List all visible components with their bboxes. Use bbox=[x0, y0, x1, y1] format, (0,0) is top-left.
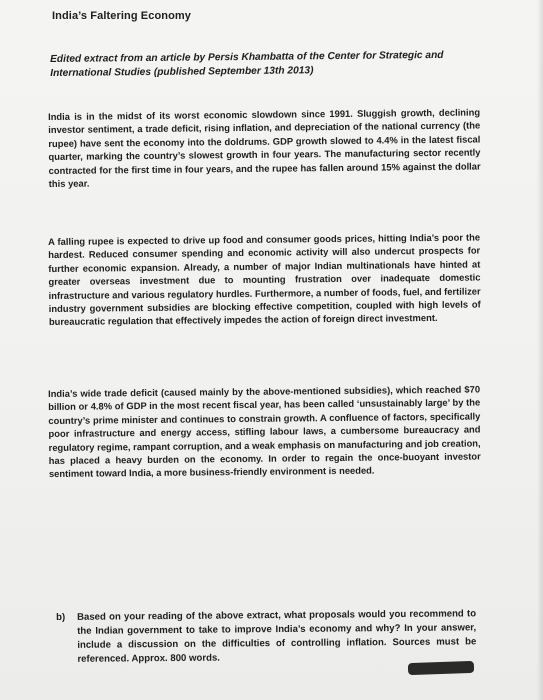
question-b bbox=[56, 607, 476, 667]
paragraph-1: India is in the midst of its worst economic slowdown since 1991. Sluggish growth, declining investor sentiment, a trade deficit, rising inflation, and depreciation of the national currency (the rupee) have sent the economy into the doldrums. GDP growth slowed to 4.4% in the latest fiscal quarter, marking the country’s slowest growth in four years. The manufacturing sector recently contracted for the first time in four years, and the rupee has fallen around 15% against the dollar this year. bbox=[48, 106, 481, 190]
page-edge-shadow bbox=[537, 0, 543, 700]
paragraph-3: India’s wide trade deficit (caused mainly by the above-mentioned subsidies), which reached $70 billion or 4.8% of GDP in the most recent fiscal year, has been called ‘unsustainably large’ by the country’s prime minister and continues to constrain growth. A confluence of factors, specifically poor infrastructure and energy access, stifling labour laws, a cumbersome bureaucracy and regulatory regime, rampant corruption, and a weak emphasis on manufacturing and job creation, has placed a heavy burden on the economy. In order to regain the once-buoyant investor sentiment toward India, a more business-friendly environment is needed. bbox=[48, 383, 481, 480]
document-title: India’s Faltering Economy bbox=[52, 10, 192, 22]
paragraph-2: A falling rupee is expected to drive up food and consumer goods prices, hitting India’s poor the hardest. Reduced consumer spending and economic activity will also undercut prospects for further economic expansion. Already, a number of major Indian multinationals have hinted at greater overseas investment due to mounting frustration over inadequate domestic infrastructure and various regulatory hurdles. Furthermore, a number of foods, fuel, and fertilizer industry government subsidies are blocking effective competition, coupled with high levels of bureaucratic regulation that effectively impedes the action of foreign direct investment. bbox=[48, 231, 481, 328]
question-text: Based on your reading of the above extract, what proposals would you recommend to the Indian government to take to improve India’s economy and why? In your answer, include a discussion on the difficulties of controlling inflation. Sources must be referenced. Approx. 800 words. bbox=[77, 608, 477, 665]
extract-attribution: Edited extract from an article by Persis Khambatta of the Center for Strategic and International Studies (published September 13th 2013) bbox=[50, 49, 444, 79]
question-label: b) bbox=[56, 611, 66, 623]
redaction-mark bbox=[408, 661, 474, 675]
